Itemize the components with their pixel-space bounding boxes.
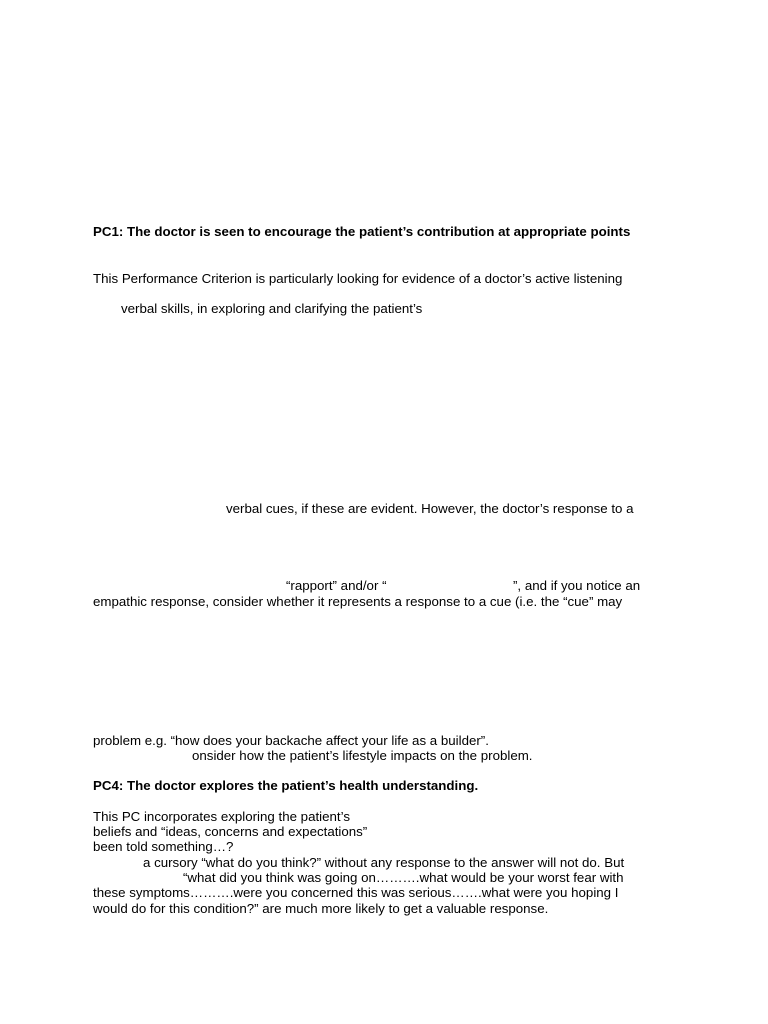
paragraph-fragment: “rapport” and/or “ (286, 578, 387, 593)
paragraph-line: been told something…? (93, 839, 234, 854)
paragraph-line: would do for this condition?” are much more likely to get a valuable response. (93, 901, 549, 916)
paragraph-line: problem e.g. “how does your backache affect your life as a builder”. (93, 733, 489, 748)
paragraph-line: onsider how the patient’s lifestyle impacts on the problem. (192, 748, 533, 763)
paragraph-line: verbal cues, if these are evident. However, the doctor’s response to a (226, 501, 634, 516)
paragraph-line: a cursory “what do you think?” without any response to the answer will not do. But (143, 855, 625, 870)
paragraph-line: beliefs and “ideas, concerns and expectations” (93, 824, 368, 839)
pc4-heading: PC4: The doctor explores the patient’s health understanding. (93, 778, 479, 793)
paragraph-line: This Performance Criterion is particularly looking for evidence of a doctor’s active listening (93, 271, 623, 286)
paragraph-line: these symptoms……….were you concerned this was serious…….what were you hoping I (93, 885, 619, 900)
pc1-heading: PC1: The doctor is seen to encourage the patient’s contribution at appropriate points (93, 224, 631, 239)
paragraph-line: This PC incorporates exploring the patient’s (93, 809, 350, 824)
paragraph-line: empathic response, consider whether it represents a response to a cue (i.e. the “cue” may (93, 594, 623, 609)
paragraph-line: “what did you think was going on……….what would be your worst fear with (183, 870, 624, 885)
paragraph-line: verbal skills, in exploring and clarifying the patient’s (121, 301, 423, 316)
paragraph-fragment: ”, and if you notice an (513, 578, 641, 593)
